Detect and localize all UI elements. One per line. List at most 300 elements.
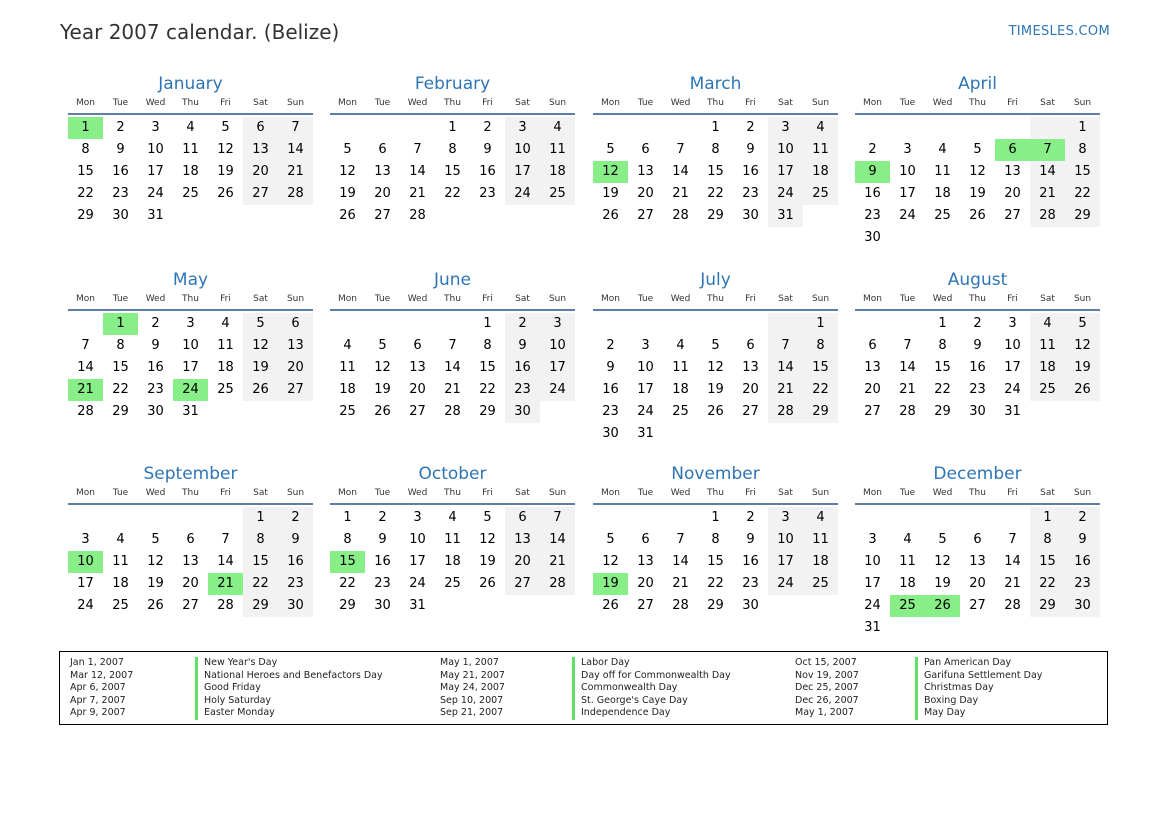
- day-cell[interactable]: 22: [243, 573, 278, 595]
- day-cell[interactable]: 13: [409, 360, 426, 375]
- day-cell[interactable]: 25: [339, 404, 356, 419]
- day-cell[interactable]: 6: [243, 117, 278, 139]
- day-cell[interactable]: 28: [1004, 598, 1021, 613]
- day-cell[interactable]: 16: [147, 360, 164, 375]
- day-cell[interactable]: 26: [1065, 379, 1100, 401]
- day-cell[interactable]: 5: [1065, 313, 1100, 335]
- day-cell[interactable]: 13: [278, 335, 313, 357]
- day-cell[interactable]: 15: [934, 360, 951, 375]
- day-cell[interactable]: 29: [1030, 595, 1065, 617]
- day-cell[interactable]: 1: [448, 120, 457, 135]
- day-cell[interactable]: 22: [1030, 573, 1065, 595]
- day-cell[interactable]: 9: [278, 529, 313, 551]
- day-cell[interactable]: 3: [186, 316, 195, 331]
- day-cell[interactable]: 22: [707, 186, 724, 201]
- day-cell[interactable]: 15: [77, 164, 94, 179]
- day-cell[interactable]: 30: [505, 401, 540, 423]
- day-cell[interactable]: 9: [855, 161, 890, 183]
- day-cell[interactable]: 27: [182, 598, 199, 613]
- day-cell[interactable]: 13: [505, 529, 540, 551]
- day-cell[interactable]: 28: [768, 401, 803, 423]
- day-cell[interactable]: 11: [444, 532, 461, 547]
- day-cell[interactable]: 20: [374, 186, 391, 201]
- day-cell[interactable]: 4: [448, 510, 457, 525]
- day-cell[interactable]: 15: [707, 164, 724, 179]
- day-cell[interactable]: 22: [444, 186, 461, 201]
- day-cell[interactable]: 14: [444, 360, 461, 375]
- day-cell[interactable]: 16: [278, 551, 313, 573]
- day-cell[interactable]: 30: [864, 230, 881, 245]
- day-cell[interactable]: 30: [742, 598, 759, 613]
- day-cell[interactable]: 9: [973, 338, 982, 353]
- day-cell[interactable]: 17: [540, 357, 575, 379]
- day-cell[interactable]: 21: [409, 186, 426, 201]
- day-cell[interactable]: 4: [676, 338, 685, 353]
- day-cell[interactable]: 23: [147, 382, 164, 397]
- day-cell[interactable]: 3: [768, 507, 803, 529]
- day-cell[interactable]: 30: [602, 426, 619, 441]
- day-cell[interactable]: 23: [742, 576, 759, 591]
- day-cell[interactable]: 27: [637, 208, 654, 223]
- day-cell[interactable]: 8: [243, 529, 278, 551]
- day-cell[interactable]: 2: [746, 120, 755, 135]
- day-cell[interactable]: 5: [483, 510, 492, 525]
- day-cell[interactable]: 8: [711, 532, 720, 547]
- day-cell[interactable]: 1: [1065, 117, 1100, 139]
- day-cell[interactable]: 17: [637, 382, 654, 397]
- day-cell[interactable]: 3: [505, 117, 540, 139]
- day-cell[interactable]: 27: [374, 208, 391, 223]
- day-cell[interactable]: 24: [147, 186, 164, 201]
- day-cell[interactable]: 6: [641, 142, 650, 157]
- day-cell[interactable]: 3: [1008, 316, 1017, 331]
- day-cell[interactable]: 11: [217, 338, 234, 353]
- day-cell[interactable]: 9: [746, 532, 755, 547]
- day-cell[interactable]: 15: [803, 357, 838, 379]
- day-cell[interactable]: 17: [147, 164, 164, 179]
- day-cell[interactable]: 12: [602, 554, 619, 569]
- day-cell[interactable]: 26: [602, 598, 619, 613]
- day-cell[interactable]: 16: [602, 382, 619, 397]
- day-cell[interactable]: 6: [995, 139, 1030, 161]
- day-cell[interactable]: 2: [378, 510, 387, 525]
- day-cell[interactable]: 2: [973, 316, 982, 331]
- day-cell[interactable]: 14: [409, 164, 426, 179]
- day-cell[interactable]: 26: [707, 404, 724, 419]
- day-cell[interactable]: 24: [505, 183, 540, 205]
- day-cell[interactable]: 11: [934, 164, 951, 179]
- day-cell[interactable]: 18: [217, 360, 234, 375]
- day-cell[interactable]: 20: [742, 382, 759, 397]
- day-cell[interactable]: 6: [641, 532, 650, 547]
- day-cell[interactable]: 29: [934, 404, 951, 419]
- day-cell[interactable]: 24: [864, 598, 881, 613]
- day-cell[interactable]: 19: [147, 576, 164, 591]
- day-cell[interactable]: 27: [969, 598, 986, 613]
- day-cell[interactable]: 19: [339, 186, 356, 201]
- day-cell[interactable]: 27: [409, 404, 426, 419]
- day-cell[interactable]: 24: [899, 208, 916, 223]
- day-cell[interactable]: 1: [243, 507, 278, 529]
- day-cell[interactable]: 28: [540, 573, 575, 595]
- day-cell[interactable]: 11: [803, 139, 838, 161]
- day-cell[interactable]: 6: [868, 338, 877, 353]
- day-cell[interactable]: 21: [768, 379, 803, 401]
- day-cell[interactable]: 26: [602, 208, 619, 223]
- day-cell[interactable]: 20: [243, 161, 278, 183]
- day-cell[interactable]: 31: [182, 404, 199, 419]
- day-cell[interactable]: 14: [217, 554, 234, 569]
- day-cell[interactable]: 20: [969, 576, 986, 591]
- day-cell[interactable]: 28: [409, 208, 426, 223]
- day-cell[interactable]: 27: [742, 404, 759, 419]
- day-cell[interactable]: 12: [243, 335, 278, 357]
- day-cell[interactable]: 31: [147, 208, 164, 223]
- day-cell[interactable]: 7: [81, 338, 90, 353]
- day-cell[interactable]: 5: [378, 338, 387, 353]
- day-cell[interactable]: 28: [217, 598, 234, 613]
- day-cell[interactable]: 16: [374, 554, 391, 569]
- day-cell[interactable]: 3: [413, 510, 422, 525]
- day-cell[interactable]: 15: [330, 551, 365, 573]
- day-cell[interactable]: 6: [378, 142, 387, 157]
- day-cell[interactable]: 29: [803, 401, 838, 423]
- day-cell[interactable]: 16: [505, 357, 540, 379]
- day-cell[interactable]: 1: [68, 117, 103, 139]
- day-cell[interactable]: 30: [278, 595, 313, 617]
- day-cell[interactable]: 7: [1030, 139, 1065, 161]
- day-cell[interactable]: 19: [969, 186, 986, 201]
- day-cell[interactable]: 25: [217, 382, 234, 397]
- day-cell[interactable]: 18: [444, 554, 461, 569]
- day-cell[interactable]: 11: [803, 529, 838, 551]
- day-cell[interactable]: 19: [934, 576, 951, 591]
- day-cell[interactable]: 4: [803, 117, 838, 139]
- day-cell[interactable]: 11: [112, 554, 129, 569]
- day-cell[interactable]: 28: [278, 183, 313, 205]
- day-cell[interactable]: 3: [641, 338, 650, 353]
- day-cell[interactable]: 27: [505, 573, 540, 595]
- day-cell[interactable]: 10: [864, 554, 881, 569]
- day-cell[interactable]: 23: [742, 186, 759, 201]
- day-cell[interactable]: 3: [903, 142, 912, 157]
- day-cell[interactable]: 8: [116, 338, 125, 353]
- day-cell[interactable]: 16: [1065, 551, 1100, 573]
- day-cell[interactable]: 17: [1004, 360, 1021, 375]
- day-cell[interactable]: 17: [182, 360, 199, 375]
- day-cell[interactable]: 24: [768, 183, 803, 205]
- day-cell[interactable]: 7: [676, 532, 685, 547]
- day-cell[interactable]: 22: [1065, 183, 1100, 205]
- day-cell[interactable]: 18: [540, 161, 575, 183]
- day-cell[interactable]: 9: [151, 338, 160, 353]
- day-cell[interactable]: 7: [903, 338, 912, 353]
- day-cell[interactable]: 18: [803, 551, 838, 573]
- day-cell[interactable]: 26: [479, 576, 496, 591]
- day-cell[interactable]: 19: [707, 382, 724, 397]
- day-cell[interactable]: 22: [112, 382, 129, 397]
- day-cell[interactable]: 8: [938, 338, 947, 353]
- day-cell[interactable]: 23: [1065, 573, 1100, 595]
- day-cell[interactable]: 22: [707, 576, 724, 591]
- day-cell[interactable]: 7: [768, 335, 803, 357]
- day-cell[interactable]: 2: [483, 120, 492, 135]
- day-cell[interactable]: 26: [969, 208, 986, 223]
- day-cell[interactable]: 25: [672, 404, 689, 419]
- day-cell[interactable]: 21: [444, 382, 461, 397]
- day-cell[interactable]: 3: [540, 313, 575, 335]
- day-cell[interactable]: 1: [938, 316, 947, 331]
- day-cell[interactable]: 20: [637, 186, 654, 201]
- day-cell[interactable]: 26: [374, 404, 391, 419]
- day-cell[interactable]: 12: [707, 360, 724, 375]
- day-cell[interactable]: 13: [1004, 164, 1021, 179]
- day-cell[interactable]: 17: [505, 161, 540, 183]
- day-cell[interactable]: 20: [864, 382, 881, 397]
- day-cell[interactable]: 21: [540, 551, 575, 573]
- day-cell[interactable]: 20: [278, 357, 313, 379]
- day-cell[interactable]: 21: [672, 576, 689, 591]
- day-cell[interactable]: 17: [864, 576, 881, 591]
- day-cell[interactable]: 24: [637, 404, 654, 419]
- day-cell[interactable]: 8: [448, 142, 457, 157]
- day-cell[interactable]: 22: [77, 186, 94, 201]
- day-cell[interactable]: 16: [479, 164, 496, 179]
- day-cell[interactable]: 25: [444, 576, 461, 591]
- day-cell[interactable]: 27: [637, 598, 654, 613]
- day-cell[interactable]: 31: [864, 620, 881, 635]
- day-cell[interactable]: 31: [637, 426, 654, 441]
- day-cell[interactable]: 7: [676, 142, 685, 157]
- day-cell[interactable]: 10: [182, 338, 199, 353]
- day-cell[interactable]: 13: [969, 554, 986, 569]
- day-cell[interactable]: 30: [374, 598, 391, 613]
- day-cell[interactable]: 24: [768, 573, 803, 595]
- day-cell[interactable]: 27: [1004, 208, 1021, 223]
- day-cell[interactable]: 26: [243, 379, 278, 401]
- day-cell[interactable]: 30: [112, 208, 129, 223]
- day-cell[interactable]: 13: [182, 554, 199, 569]
- day-cell[interactable]: 3: [81, 532, 90, 547]
- day-cell[interactable]: 30: [1065, 595, 1100, 617]
- day-cell[interactable]: 1: [343, 510, 352, 525]
- day-cell[interactable]: 10: [505, 139, 540, 161]
- day-cell[interactable]: 15: [444, 164, 461, 179]
- day-cell[interactable]: 5: [973, 142, 982, 157]
- day-cell[interactable]: 5: [243, 313, 278, 335]
- day-cell[interactable]: 4: [343, 338, 352, 353]
- day-cell[interactable]: 12: [593, 161, 628, 183]
- day-cell[interactable]: 24: [1004, 382, 1021, 397]
- day-cell[interactable]: 24: [173, 379, 208, 401]
- day-cell[interactable]: 2: [278, 507, 313, 529]
- day-cell[interactable]: 12: [374, 360, 391, 375]
- day-cell[interactable]: 5: [221, 120, 230, 135]
- day-cell[interactable]: 15: [243, 551, 278, 573]
- day-cell[interactable]: 10: [768, 139, 803, 161]
- day-cell[interactable]: 27: [243, 183, 278, 205]
- day-cell[interactable]: 13: [374, 164, 391, 179]
- day-cell[interactable]: 21: [208, 573, 243, 595]
- day-cell[interactable]: 8: [711, 142, 720, 157]
- day-cell[interactable]: 8: [1065, 139, 1100, 161]
- day-cell[interactable]: 11: [540, 139, 575, 161]
- site-link[interactable]: TIMESLES.COM: [1008, 24, 1110, 39]
- day-cell[interactable]: 4: [903, 532, 912, 547]
- day-cell[interactable]: 9: [505, 335, 540, 357]
- day-cell[interactable]: 28: [77, 404, 94, 419]
- day-cell[interactable]: 9: [483, 142, 492, 157]
- day-cell[interactable]: 5: [606, 142, 615, 157]
- day-cell[interactable]: 28: [1030, 205, 1065, 227]
- day-cell[interactable]: 4: [803, 507, 838, 529]
- day-cell[interactable]: 1: [803, 313, 838, 335]
- day-cell[interactable]: 25: [1030, 379, 1065, 401]
- day-cell[interactable]: 1: [103, 313, 138, 335]
- day-cell[interactable]: 20: [182, 576, 199, 591]
- day-cell[interactable]: 4: [938, 142, 947, 157]
- day-cell[interactable]: 12: [217, 142, 234, 157]
- day-cell[interactable]: 20: [409, 382, 426, 397]
- day-cell[interactable]: 25: [803, 573, 838, 595]
- day-cell[interactable]: 10: [899, 164, 916, 179]
- day-cell[interactable]: 5: [343, 142, 352, 157]
- day-cell[interactable]: 10: [409, 532, 426, 547]
- day-cell[interactable]: 20: [637, 576, 654, 591]
- day-cell[interactable]: 16: [864, 186, 881, 201]
- day-cell[interactable]: 19: [374, 382, 391, 397]
- day-cell[interactable]: 16: [742, 164, 759, 179]
- day-cell[interactable]: 9: [378, 532, 387, 547]
- day-cell[interactable]: 8: [343, 532, 352, 547]
- day-cell[interactable]: 30: [742, 208, 759, 223]
- day-cell[interactable]: 21: [1030, 183, 1065, 205]
- day-cell[interactable]: 25: [112, 598, 129, 613]
- day-cell[interactable]: 6: [973, 532, 982, 547]
- day-cell[interactable]: 13: [637, 164, 654, 179]
- day-cell[interactable]: 12: [1065, 335, 1100, 357]
- day-cell[interactable]: 26: [925, 595, 960, 617]
- day-cell[interactable]: 28: [672, 598, 689, 613]
- day-cell[interactable]: 21: [899, 382, 916, 397]
- day-cell[interactable]: 15: [479, 360, 496, 375]
- day-cell[interactable]: 3: [868, 532, 877, 547]
- day-cell[interactable]: 22: [803, 379, 838, 401]
- day-cell[interactable]: 29: [112, 404, 129, 419]
- day-cell[interactable]: 7: [1008, 532, 1017, 547]
- day-cell[interactable]: 23: [374, 576, 391, 591]
- day-cell[interactable]: 12: [934, 554, 951, 569]
- day-cell[interactable]: 31: [1004, 404, 1021, 419]
- day-cell[interactable]: 31: [409, 598, 426, 613]
- day-cell[interactable]: 12: [147, 554, 164, 569]
- day-cell[interactable]: 4: [186, 120, 195, 135]
- day-cell[interactable]: 12: [479, 532, 496, 547]
- day-cell[interactable]: 25: [803, 183, 838, 205]
- day-cell[interactable]: 21: [278, 161, 313, 183]
- day-cell[interactable]: 23: [112, 186, 129, 201]
- day-cell[interactable]: 2: [746, 510, 755, 525]
- day-cell[interactable]: 13: [864, 360, 881, 375]
- day-cell[interactable]: 18: [934, 186, 951, 201]
- day-cell[interactable]: 21: [672, 186, 689, 201]
- day-cell[interactable]: 1: [711, 510, 720, 525]
- day-cell[interactable]: 22: [479, 382, 496, 397]
- day-cell[interactable]: 2: [868, 142, 877, 157]
- day-cell[interactable]: 10: [637, 360, 654, 375]
- day-cell[interactable]: 18: [112, 576, 129, 591]
- day-cell[interactable]: 28: [672, 208, 689, 223]
- day-cell[interactable]: 9: [606, 360, 615, 375]
- day-cell[interactable]: 19: [1065, 357, 1100, 379]
- day-cell[interactable]: 9: [1065, 529, 1100, 551]
- day-cell[interactable]: 7: [278, 117, 313, 139]
- day-cell[interactable]: 19: [217, 164, 234, 179]
- day-cell[interactable]: 12: [969, 164, 986, 179]
- day-cell[interactable]: 4: [116, 532, 125, 547]
- day-cell[interactable]: 7: [221, 532, 230, 547]
- day-cell[interactable]: 29: [339, 598, 356, 613]
- day-cell[interactable]: 11: [1030, 335, 1065, 357]
- day-cell[interactable]: 14: [899, 360, 916, 375]
- day-cell[interactable]: 23: [864, 208, 881, 223]
- day-cell[interactable]: 26: [339, 208, 356, 223]
- day-cell[interactable]: 5: [938, 532, 947, 547]
- day-cell[interactable]: 14: [77, 360, 94, 375]
- day-cell[interactable]: 2: [116, 120, 125, 135]
- day-cell[interactable]: 3: [151, 120, 160, 135]
- day-cell[interactable]: 25: [890, 595, 925, 617]
- day-cell[interactable]: 30: [969, 404, 986, 419]
- day-cell[interactable]: 17: [409, 554, 426, 569]
- day-cell[interactable]: 18: [1030, 357, 1065, 379]
- day-cell[interactable]: 18: [803, 161, 838, 183]
- day-cell[interactable]: 27: [864, 404, 881, 419]
- day-cell[interactable]: 2: [505, 313, 540, 335]
- day-cell[interactable]: 23: [479, 186, 496, 201]
- day-cell[interactable]: 24: [540, 379, 575, 401]
- day-cell[interactable]: 14: [768, 357, 803, 379]
- day-cell[interactable]: 9: [746, 142, 755, 157]
- day-cell[interactable]: 15: [707, 554, 724, 569]
- day-cell[interactable]: 5: [606, 532, 615, 547]
- day-cell[interactable]: 26: [147, 598, 164, 613]
- day-cell[interactable]: 2: [606, 338, 615, 353]
- day-cell[interactable]: 17: [899, 186, 916, 201]
- day-cell[interactable]: 29: [479, 404, 496, 419]
- day-cell[interactable]: 29: [1065, 205, 1100, 227]
- day-cell[interactable]: 18: [672, 382, 689, 397]
- day-cell[interactable]: 22: [934, 382, 951, 397]
- day-cell[interactable]: 11: [899, 554, 916, 569]
- day-cell[interactable]: 14: [1030, 161, 1065, 183]
- day-cell[interactable]: 1: [483, 316, 492, 331]
- day-cell[interactable]: 16: [742, 554, 759, 569]
- day-cell[interactable]: 11: [672, 360, 689, 375]
- day-cell[interactable]: 19: [602, 186, 619, 201]
- day-cell[interactable]: 29: [707, 598, 724, 613]
- day-cell[interactable]: 23: [969, 382, 986, 397]
- day-cell[interactable]: 8: [1030, 529, 1065, 551]
- day-cell[interactable]: 18: [339, 382, 356, 397]
- day-cell[interactable]: 25: [540, 183, 575, 205]
- day-cell[interactable]: 15: [1030, 551, 1065, 573]
- day-cell[interactable]: 4: [1030, 313, 1065, 335]
- day-cell[interactable]: 19: [479, 554, 496, 569]
- day-cell[interactable]: 25: [182, 186, 199, 201]
- day-cell[interactable]: 6: [746, 338, 755, 353]
- day-cell[interactable]: 13: [637, 554, 654, 569]
